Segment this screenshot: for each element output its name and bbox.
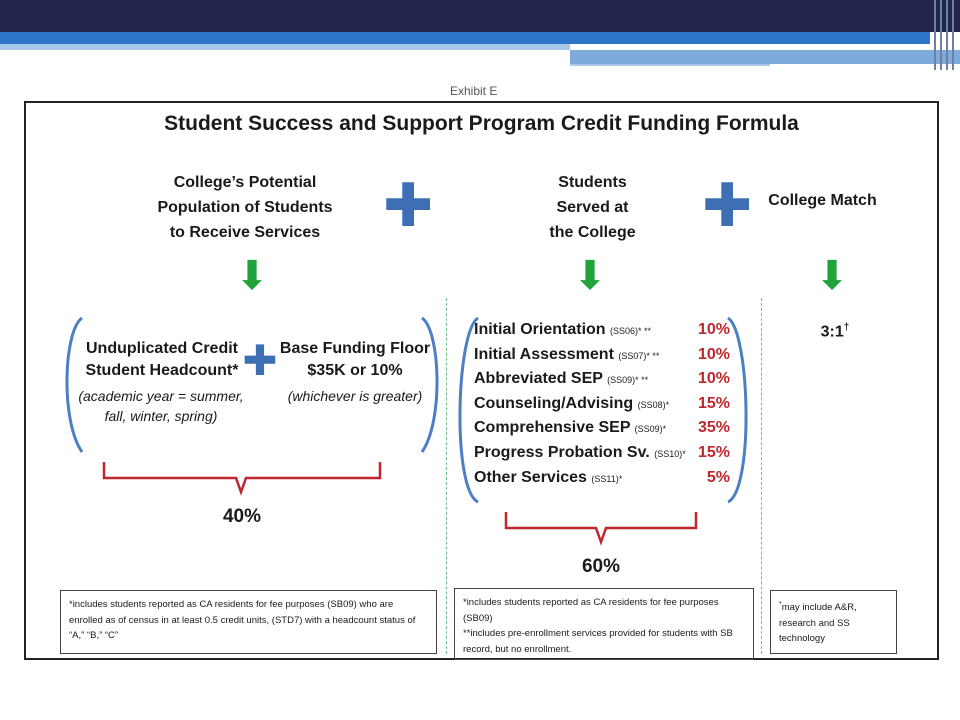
service-percent: 15% xyxy=(697,443,730,461)
exhibit-label: Exhibit E xyxy=(450,84,498,98)
plus-icon: ✚ xyxy=(242,337,278,384)
services-list xyxy=(474,318,730,490)
footnote-mark: * xyxy=(779,601,782,608)
service-percent: 15% xyxy=(697,394,730,412)
service-percent: 35% xyxy=(697,419,730,437)
service-code: (SS08)* xyxy=(637,399,670,410)
left-total-brace xyxy=(104,462,380,492)
service-name: Comprehensive SEP xyxy=(474,419,631,437)
service-percent: 5% xyxy=(706,468,730,486)
services-paren-right xyxy=(728,318,746,502)
header-potential-population: College’s Potential Population of Students to Receive Services xyxy=(157,174,333,241)
potential-total-percent: 40% xyxy=(222,506,262,527)
list-item xyxy=(474,318,730,343)
arrow-down-icon: ⬇ xyxy=(815,254,849,298)
base-funding-floor-note: (whichever is greater) xyxy=(287,388,423,404)
service-name: Initial Assessment xyxy=(474,345,614,363)
service-name: Progress Probation Sv. xyxy=(474,443,650,461)
service-code: (SS10)* xyxy=(654,448,686,459)
service-code: (SS07)* ** xyxy=(618,350,660,361)
footnote-residents: *includes students reported as CA residents for fee purposes (SB09) xyxy=(463,597,719,624)
unduplicated-headcount-label: Unduplicated Credit Student Headcount* xyxy=(85,340,239,379)
footnote-box-middle xyxy=(454,588,754,660)
service-name: Counseling/Advising xyxy=(474,394,634,412)
service-percent: 10% xyxy=(697,321,730,338)
list-item xyxy=(474,367,730,392)
service-percent: 10% xyxy=(697,370,730,388)
footnote-pre-enrollment: **includes pre-enrollment services provided for students with SB record, but no enrollment. xyxy=(463,628,733,655)
arrow-down-icon: ⬇ xyxy=(573,254,607,298)
list-item xyxy=(474,343,730,368)
plus-icon: ✚ xyxy=(383,172,434,239)
services-total-percent: 60% xyxy=(581,556,621,577)
list-item xyxy=(474,392,730,417)
service-percent: 10% xyxy=(697,345,730,363)
list-item xyxy=(474,416,730,441)
service-name: Initial Orientation xyxy=(474,321,606,338)
service-name: Other Services xyxy=(474,468,587,486)
service-code: (SS09)* ** xyxy=(607,375,649,386)
plus-icon: ✚ xyxy=(702,172,753,239)
arrow-down-icon: ⬇ xyxy=(235,254,269,298)
footnote-box-left: *includes students reported as CA residents for fee purposes (SB09) who are enrolled as of census in at least 0.5 credit units, (STD7) with a headcount status of “A,” “B,” “C” xyxy=(60,590,437,654)
list-item xyxy=(474,441,730,466)
academic-year-note: (academic year = summer, fall, winter, spring) xyxy=(78,388,244,424)
footnote-match-includes: may include A&R, research and SS technology xyxy=(779,602,857,645)
header-students-served: Students Served at the College xyxy=(549,174,636,241)
service-code: (SS09)* xyxy=(634,424,667,435)
diagram-title: Student Success and Support Program Credit Funding Formula xyxy=(164,112,799,135)
footnote-box-right xyxy=(770,590,897,654)
services-total-brace xyxy=(506,512,696,542)
service-code: (SS06)* ** xyxy=(610,326,652,336)
service-code: (SS11)* xyxy=(591,473,623,484)
service-name: Abbreviated SEP xyxy=(474,370,603,388)
college-match-ratio: 3:1† xyxy=(820,322,850,341)
header-college-match: College Match xyxy=(768,192,877,209)
list-item xyxy=(474,466,730,491)
base-funding-floor-label: Base Funding Floor $35K or 10% xyxy=(279,340,431,379)
